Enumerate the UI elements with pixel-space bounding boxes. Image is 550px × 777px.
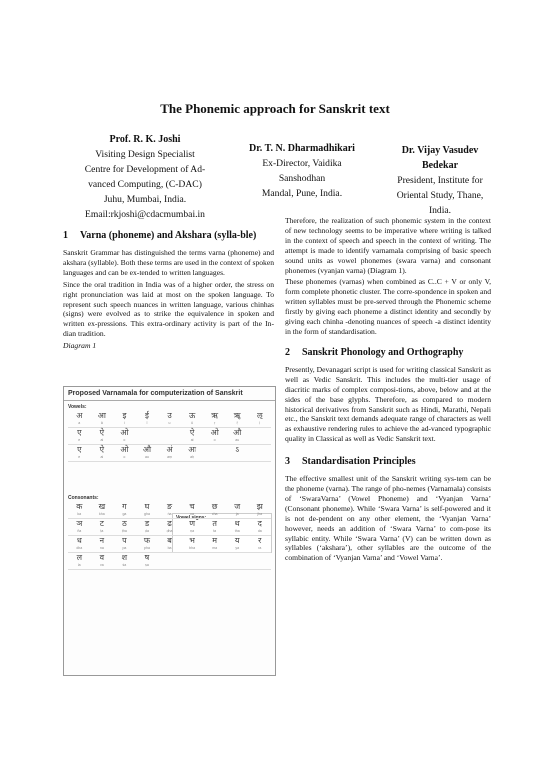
transliteration-label: au	[145, 455, 149, 459]
letter-cell	[136, 445, 159, 461]
devanagari-glyph: ओ	[210, 428, 219, 437]
transliteration-label: na	[99, 546, 104, 550]
letter-cell	[249, 445, 272, 461]
transliteration-label: ṭha	[121, 529, 127, 533]
devanagari-glyph: घ	[144, 502, 150, 511]
devanagari-glyph: प	[122, 536, 127, 545]
letter-cell	[158, 502, 181, 518]
letter-cell	[181, 502, 204, 518]
author-name-continued: Bedekar	[421, 160, 459, 171]
transliteration-label: e	[78, 438, 81, 442]
devanagari-glyph: ज	[234, 502, 241, 511]
letter-cell	[113, 445, 136, 461]
author-affiliation-line: Sanshodhan	[278, 173, 326, 184]
letter-cell	[226, 536, 249, 552]
paragraph: The effective smallest unit of the Sanskrit writing sys-tem can be the phoneme (varna). The range of pho-nemes (Varnamala) consists of ‘SwaraVarna’ (Vowel Phoneme) and ‘Vyanjan Varna’ (Consonant phoneme). While ‘Swara Varna’ is self-powered and it is not de-pendent on any other element, the ‘Vyanjan Varna’ however, needs an addition of ‘Swara Varna’ to com-pose its syllabic entity. While ‘Swara Varna’ (V) can be written down as syllables (‘akshara’), other syllables are the outcome of the combination of ‘Vyanjan Varna’ and ‘Vowel Varna’.	[285, 474, 491, 563]
devanagari-glyph: ऽ	[235, 445, 240, 454]
transliteration-label: ī	[146, 421, 148, 425]
section-number: 3	[285, 456, 290, 468]
author-affiliation-line: India.	[428, 205, 452, 216]
transliteration-label: dha	[76, 546, 83, 550]
devanagari-glyph: भ	[189, 536, 195, 545]
transliteration-label: u	[168, 421, 171, 425]
letter-cell	[113, 428, 136, 444]
diagram-caption: Diagram 1	[63, 341, 97, 351]
letter-cell	[158, 428, 181, 444]
letter-cell	[136, 519, 159, 535]
consonant-row	[68, 553, 271, 570]
right-column	[285, 216, 491, 565]
devanagari-glyph: छ	[211, 502, 218, 511]
section-1-heading	[63, 230, 274, 242]
paragraph: These phonemes (varnas) when combined as C..C + V or only V, form complete phonetic cluster. The corre-spondence in spoken and written syllables must be pre-served through the Phonemic scheme firstly by giving each phoneme a distinct identity and secondly by giving each chinha -denoting nuances of speech -a distinct identity in the form of standardisation.	[285, 277, 491, 336]
letter-cell	[249, 553, 272, 569]
devanagari-glyph: क	[76, 502, 83, 511]
devanagari-glyph: न	[99, 536, 105, 545]
letter-cell	[136, 553, 159, 569]
transliteration-label: ra	[258, 546, 262, 550]
section-number: 1	[63, 230, 68, 241]
devanagari-glyph: औ	[142, 445, 152, 454]
left-column	[63, 230, 274, 351]
transliteration-label: ṛ	[214, 421, 216, 425]
letter-cell	[181, 536, 204, 552]
devanagari-glyph: अ	[76, 411, 83, 420]
author-affiliation-line: Juhu, Mumbai, India.	[103, 194, 187, 205]
transliteration-label: da	[257, 529, 262, 533]
devanagari-glyph: य	[234, 536, 240, 545]
author-block-2	[235, 141, 369, 201]
letter-cell	[249, 502, 272, 518]
author-affiliation-line: Mandal, Pune, India.	[261, 188, 343, 199]
letter-cell	[181, 428, 204, 444]
diagram-title: Proposed Varnamala for computerization of Sanskrit	[64, 387, 275, 401]
devanagari-glyph: म	[212, 536, 218, 545]
transliteration-label: pha	[144, 546, 150, 550]
letter-cell	[226, 411, 249, 427]
letter-cell	[203, 428, 226, 444]
letter-cell	[203, 411, 226, 427]
paragraph: Therefore, the realization of such phonemic system in the context of new technology seems to be imperative where writing is talked in the context of speech and speech in the context of writing. The attempt is made to identify varnamala comprising of basic speech sound units as vowel phonemes (swara varna) and consonant phonemes (vyanjan varna) (Diagram 1).	[285, 216, 491, 275]
paragraph: Since the oral tradition in India was of a higher order, the stress on right pronunciation was laid at most on the spoken language. To represent such speech nuances in written language, various chinhas (signs) were evolved as to strike the equivalence in spoken and written ex-pressions. This extra-ordinary activity is part of the In-dian tradition.	[63, 279, 274, 339]
letter-cell	[226, 553, 249, 569]
letter-cell	[226, 445, 249, 461]
letter-cell	[113, 502, 136, 518]
letter-cell	[226, 502, 249, 518]
letter-cell	[158, 536, 181, 552]
consonant-row	[68, 519, 271, 536]
transliteration-label: ṇa	[190, 529, 195, 533]
letter-cell	[91, 519, 114, 535]
letter-cell	[136, 428, 159, 444]
devanagari-glyph: झ	[256, 502, 263, 511]
author-affiliation-line: President, Institute for	[397, 175, 483, 186]
devanagari-glyph: ऐ	[99, 428, 105, 437]
transliteration-label: ba	[167, 546, 172, 550]
transliteration-label: tha	[234, 529, 240, 533]
letter-cell	[203, 445, 226, 461]
devanagari-glyph: ण	[189, 519, 195, 528]
vowel-row	[68, 428, 271, 445]
transliteration-label: o	[123, 438, 126, 442]
author-affiliation-line: vanced Computing, (C-DAC)	[88, 179, 202, 190]
section-3-heading	[285, 456, 491, 468]
devanagari-glyph: ऊ	[188, 411, 196, 420]
letter-cell	[203, 519, 226, 535]
letter-cell	[91, 553, 114, 569]
letter-cell	[136, 536, 159, 552]
devanagari-glyph: ञ	[76, 519, 83, 528]
devanagari-glyph: र	[258, 536, 262, 545]
letter-cell	[181, 445, 204, 461]
letter-cell	[181, 411, 204, 427]
transliteration-label: e	[78, 455, 81, 459]
transliteration-label: a	[78, 421, 81, 425]
devanagari-glyph: ध	[76, 536, 82, 545]
vowel-row	[68, 411, 271, 428]
devanagari-glyph: ओ	[120, 445, 129, 454]
devanagari-glyph: ढ	[167, 519, 172, 528]
transliteration-label: i	[124, 421, 125, 425]
consonant-row	[68, 536, 271, 553]
transliteration-label: ai	[190, 438, 194, 442]
transliteration-label: gha	[144, 512, 150, 516]
devanagari-glyph: ङ	[166, 502, 173, 511]
letter-cell	[113, 411, 136, 427]
transliteration-label: ka	[77, 512, 82, 516]
devanagari-glyph: ल	[76, 553, 82, 562]
varnamala-diagram	[63, 386, 276, 676]
letter-cell	[136, 502, 159, 518]
transliteration-label: o	[123, 455, 126, 459]
transliteration-label: la	[77, 563, 81, 567]
letter-cell	[249, 411, 272, 427]
author-name: Dr. T. N. Dharmadhikari	[249, 143, 355, 154]
letter-cell	[113, 553, 136, 569]
letter-cell	[136, 411, 159, 427]
transliteration-label: o	[213, 438, 216, 442]
devanagari-glyph: ट	[99, 519, 104, 528]
transliteration-label: cha	[211, 512, 218, 516]
devanagari-glyph: ऐ	[189, 428, 195, 437]
transliteration-label: ca	[190, 512, 194, 516]
transliteration-label: ḍa	[145, 529, 149, 533]
transliteration-label: aṃ	[167, 455, 172, 459]
transliteration-label: ma	[212, 546, 218, 550]
letter-cell	[158, 519, 181, 535]
letter-cell	[181, 553, 204, 569]
paper-title: The Phonemic approach for Sanskrit text	[160, 101, 390, 116]
author-affiliation-line: Oriental Study, Thane,	[396, 190, 484, 201]
vowel-signs-label: Vowel signs:	[176, 515, 207, 521]
transliteration-label: ña	[77, 529, 82, 533]
section-title: Sanskrit Phonology and Orthography	[302, 346, 464, 358]
devanagari-glyph: ए	[77, 428, 82, 437]
devanagari-glyph: ऌ	[256, 411, 263, 420]
letter-cell	[203, 502, 226, 518]
letter-cell	[226, 519, 249, 535]
consonant-grid	[68, 502, 271, 570]
author-name: Dr. Vijay Vasudev	[401, 145, 479, 156]
transliteration-label: ta	[213, 529, 217, 533]
transliteration-label: ya	[235, 546, 240, 550]
devanagari-glyph: ग	[122, 502, 127, 511]
author-affiliation-line: Visiting Design Specialist	[95, 149, 195, 160]
letter-cell	[226, 428, 249, 444]
transliteration-label: ṅa	[167, 512, 172, 516]
devanagari-glyph: व	[99, 553, 105, 562]
devanagari-glyph: त	[212, 519, 217, 528]
letter-cell	[68, 445, 91, 461]
letter-cell	[68, 502, 91, 518]
transliteration-label: au	[235, 438, 240, 442]
transliteration-label: ai	[100, 455, 104, 459]
transliteration-label: ṭa	[100, 529, 104, 533]
devanagari-glyph: ओ	[120, 428, 129, 437]
letter-cell	[249, 428, 272, 444]
transliteration-label: bha	[189, 546, 196, 550]
author-name: Prof. R. K. Joshi	[109, 134, 181, 145]
vowel-grid	[68, 411, 271, 462]
transliteration-label: ḍha	[166, 529, 173, 533]
section-2-heading	[285, 347, 491, 359]
letter-cell	[113, 519, 136, 535]
devanagari-glyph: द	[257, 519, 262, 528]
transliteration-label: ṝ	[236, 421, 238, 425]
letter-cell	[91, 536, 114, 552]
devanagari-glyph: अः	[188, 445, 196, 454]
letter-cell	[203, 553, 226, 569]
devanagari-glyph: ष	[144, 553, 150, 562]
devanagari-glyph: औ	[233, 428, 242, 437]
author-block-1	[55, 132, 235, 222]
letter-cell	[158, 553, 181, 569]
letter-cell	[68, 553, 91, 569]
author-affiliation-line: Ex-Director, Vaidika	[262, 158, 342, 169]
letter-cell	[91, 411, 114, 427]
author-block-3	[375, 143, 505, 218]
devanagari-glyph: उ	[167, 411, 172, 420]
devanagari-glyph: ऐ	[99, 445, 105, 454]
section-title: Varna (phoneme) and Akshara (sylla-ble)	[80, 230, 257, 241]
devanagari-glyph: ख	[98, 502, 106, 511]
devanagari-glyph: ए	[77, 445, 82, 454]
letter-cell	[249, 536, 272, 552]
devanagari-glyph: ड	[144, 519, 150, 528]
letter-cell	[68, 411, 91, 427]
letter-cell	[91, 502, 114, 518]
vowel-row	[68, 445, 271, 462]
letter-cell	[68, 428, 91, 444]
letter-cell	[68, 519, 91, 535]
vowels-label: Vowels:	[68, 404, 87, 410]
transliteration-label: aḥ	[190, 455, 195, 459]
devanagari-glyph: ऋ	[211, 411, 219, 420]
transliteration-label: śa	[122, 563, 127, 567]
author-affiliation-line: Centre for Development of Ad-	[84, 164, 206, 175]
devanagari-glyph: फ	[143, 536, 151, 545]
devanagari-glyph: ब	[167, 536, 172, 545]
paragraph: Presently, Devanagari script is used for writing classical Sanskrit as well as Vedic Sanskrit. This includes the multi-tier usage of diacritic marks of complex composi-tions, above, below and at the sides of the base glyphs. Therefore, as compared to modern historical derivatives from Sanskrit such as Hindi, Marathi, Nepali etc., the Sanskrit text demands adequate range of characters as well as exhaustive rendering rules to achieve the ad-vanced typographic quality in Classical as well as Vedic Sanskrit text.	[285, 364, 491, 444]
letter-cell	[91, 428, 114, 444]
transliteration-label: ḷ	[259, 421, 261, 425]
consonants-label: Consonants:	[68, 495, 99, 501]
transliteration-label: ā	[100, 421, 103, 425]
transliteration-label: kha	[99, 512, 105, 516]
transliteration-label: ū	[191, 421, 194, 425]
section-title: Standardisation Principles	[302, 456, 416, 468]
devanagari-glyph: च	[189, 502, 195, 511]
transliteration-label: ja	[235, 512, 239, 516]
letter-cell	[249, 519, 272, 535]
transliteration-label: va	[99, 563, 104, 567]
letter-cell	[203, 536, 226, 552]
paragraph: Sanskrit Grammar has distinguished the terms varna (phoneme) and akshara (syllable). Both these terms are used in the context of spoken languages and can be ex-tended to written languages.	[63, 248, 274, 277]
devanagari-glyph: ॠ	[233, 411, 241, 420]
devanagari-glyph: ठ	[122, 519, 127, 528]
transliteration-label: ga	[122, 512, 127, 516]
letter-cell	[181, 519, 204, 535]
devanagari-glyph: आ	[97, 411, 106, 420]
letter-cell	[91, 445, 114, 461]
transliteration-label: ai	[100, 438, 104, 442]
section-number: 2	[285, 346, 290, 358]
letter-cell	[158, 445, 181, 461]
devanagari-glyph: अं	[166, 445, 173, 454]
devanagari-glyph: ई	[145, 411, 149, 420]
transliteration-label: jha	[257, 512, 263, 516]
letter-cell	[113, 536, 136, 552]
transliteration-label: pa	[122, 546, 127, 550]
devanagari-glyph: श	[121, 553, 128, 562]
devanagari-glyph: थ	[234, 519, 240, 528]
author-email: Email:rkjoshi@cdacmumbai.in	[85, 209, 205, 220]
letter-cell	[68, 536, 91, 552]
consonant-row	[68, 502, 271, 519]
transliteration-label: ṣa	[145, 563, 149, 567]
devanagari-glyph: इ	[122, 411, 127, 420]
letter-cell	[158, 411, 181, 427]
